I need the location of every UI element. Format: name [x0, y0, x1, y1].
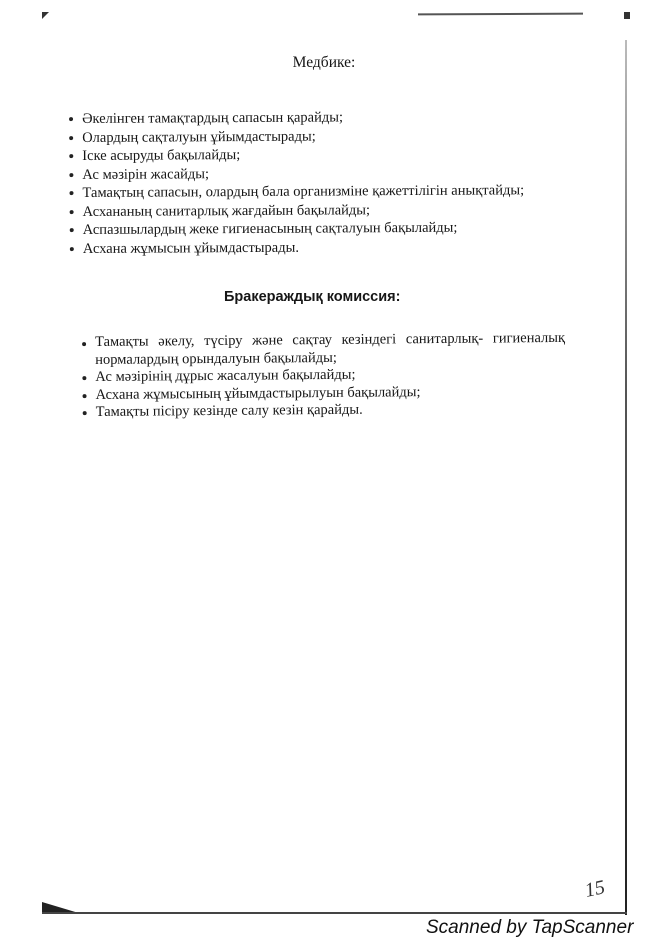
bullet-icon — [69, 191, 73, 195]
bullet-icon — [70, 247, 74, 251]
bullet-icon — [83, 394, 87, 398]
list-item: Тамақты әкелу, түсіру және сақтау кезіндегі санитарлық- гигиеналық нормалардың орындалуын бақылайды; — [95, 330, 565, 369]
scan-edge-bottom — [42, 912, 627, 914]
bullet-icon — [69, 173, 73, 177]
bullet-icon — [69, 117, 73, 121]
list-item: Асхананың санитарлық жағдайын бақылайды; — [83, 200, 525, 221]
list-item: Аспазшылардың жеке гигиенасының сақталуын бақылайды; — [83, 218, 525, 239]
bullet-icon — [70, 210, 74, 214]
bullet-icon — [82, 342, 86, 346]
list-item: Ас мәзірін жасайды; — [82, 163, 524, 184]
bullet-icon — [69, 136, 73, 140]
bullet-icon — [70, 228, 74, 232]
bullet-icon — [83, 411, 87, 415]
list-item: Іске асыруды бақылайды; — [82, 144, 524, 165]
scan-corner-top-right — [624, 12, 630, 19]
bullet-icon — [69, 154, 73, 158]
commission-duties-list — [95, 330, 566, 422]
list-item: Әкелінген тамақтардың сапасын қарайды; — [82, 107, 524, 128]
scanner-watermark: Scanned by TapScanner — [426, 917, 634, 938]
page-title: Медбике: — [292, 54, 356, 71]
list-item: Олардың сақталуын ұйымдастырады; — [82, 126, 524, 147]
list-item: Тамақты пісіру кезінде салу кезін қарайды. — [96, 400, 566, 422]
page-number: 15 — [582, 876, 607, 902]
list-item: Асхана жұмысының ұйымдастырылуын бақылайды; — [95, 382, 565, 404]
list-item: Ас мәзірінің дұрыс жасалуын бақылайды; — [95, 365, 565, 387]
scan-edge-top — [418, 13, 583, 16]
list-item: Асхана жұмысын ұйымдастырады. — [83, 237, 525, 258]
nurse-duties-list — [82, 107, 524, 258]
scan-edge-right — [625, 40, 627, 915]
scan-corner-top-left — [42, 12, 49, 19]
bullet-icon — [82, 376, 86, 380]
section-heading: Бракераждық комиссия: — [224, 289, 401, 305]
list-item: Тамақтың сапасын, олардың бала организміне қажеттілігін анықтайды; — [82, 181, 524, 202]
